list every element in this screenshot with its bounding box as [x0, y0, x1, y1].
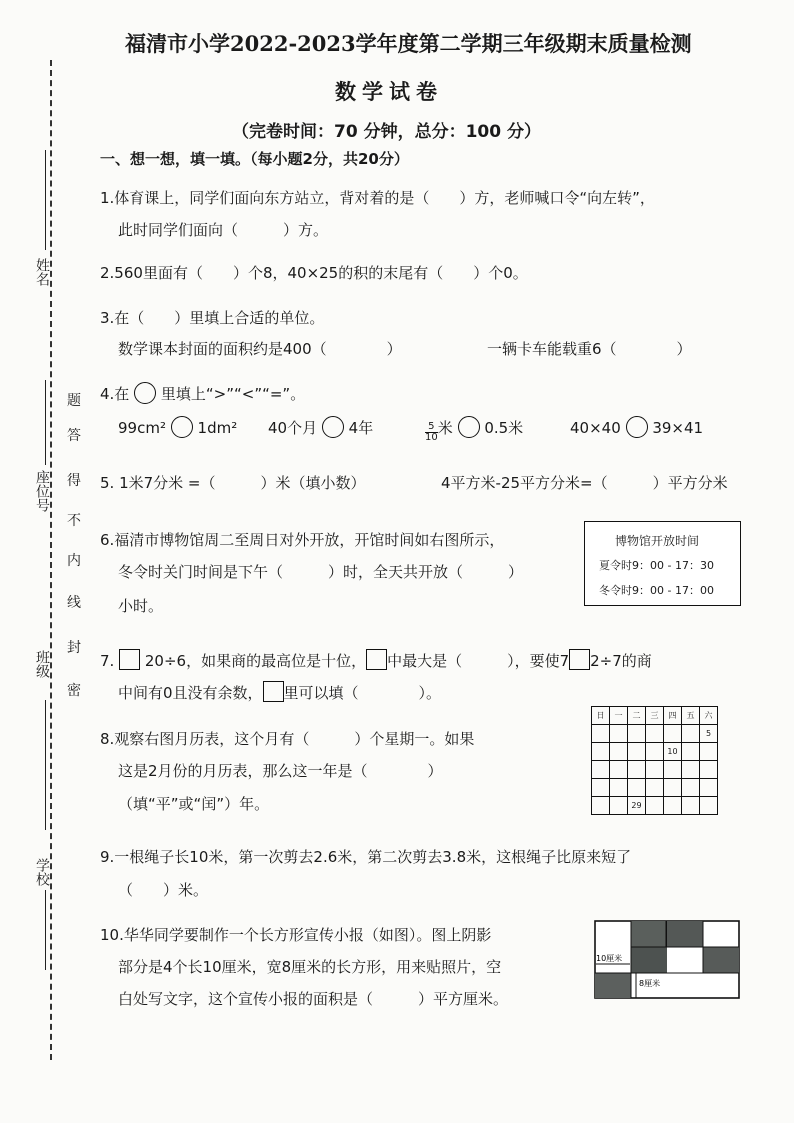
- blank-square[interactable]: [119, 649, 140, 670]
- compare-circle-icon[interactable]: [626, 416, 648, 438]
- q4-intro-b: 里填上“>”“<”“=”。: [160, 385, 306, 403]
- q1-line1: 1.体育课上，同学们面向东方站立，背对着的是（ ）方，老师喊口令“向左转”，: [100, 189, 655, 207]
- q9-line2: （ ）米。: [118, 881, 209, 899]
- q7-line2: 中间有0且没有余数， 里可以填（ ）。: [118, 681, 441, 703]
- blank-square[interactable]: [569, 649, 590, 670]
- q10-line3: 白处写文字，这个宣传小报的面积是（ ）平方厘米。: [118, 990, 509, 1008]
- name-underline: [45, 150, 46, 250]
- q5-left: 5. 1米7分米 =（ ）米（填小数）: [100, 474, 366, 492]
- summer-hours: 夏令时9：00 - 17：30: [599, 559, 714, 572]
- name-label: 姓名: [34, 258, 50, 286]
- calendar-row: 10: [592, 743, 718, 761]
- q7-line1: 7. 20÷6，如果商的最高位是十位， 中最大是（ ），要使7 2÷7的商: [100, 649, 652, 671]
- q8-line1: 8.观察右图月历表，这个月有（ ）个星期一。如果: [100, 730, 475, 748]
- seal-char: 内: [67, 553, 81, 569]
- calendar-row: 29: [592, 797, 718, 815]
- compare-circle-icon[interactable]: [322, 416, 344, 438]
- q3-right: 一辆卡车能载重6（ ）: [487, 340, 692, 358]
- exam-info: （完卷时间：70 分钟，总分：100 分）: [232, 122, 541, 142]
- q4-compare-1: 99cm² 1dm²: [118, 416, 237, 438]
- calendar-row: [592, 761, 718, 779]
- seal-char: 线: [67, 595, 81, 611]
- seal-char: 得: [67, 473, 81, 489]
- seal-char: 不: [67, 513, 81, 529]
- length-label: 10厘米: [596, 954, 623, 963]
- q4-intro-a: 4.在: [100, 385, 130, 403]
- photo-rect: [667, 921, 703, 947]
- q1-line2: 此时同学们面向（ ）方。: [118, 221, 329, 239]
- q8-line2: 这是2月份的月历表，那么这一年是（ ）: [118, 762, 443, 780]
- q4-compare-3: $\frac{5}{10}$ 米 0.5米: [425, 416, 523, 443]
- q6-line3: 小时。: [118, 597, 164, 615]
- photo-rect: [631, 921, 667, 947]
- q9-line1: 9.一根绳子长10米，第一次剪去2.6米，第二次剪去3.8米，这根绳子比原来短了: [100, 848, 632, 866]
- seat-underline: [45, 380, 46, 465]
- q6-line1: 6.福清市博物馆周二至周日对外开放，开馆时间如右图所示，: [100, 531, 505, 549]
- q4-compare-2: 40个月 4年: [268, 416, 373, 438]
- class-underline: [45, 700, 46, 830]
- q2-line1: 2.560里面有（ ）个8，40×25的积的末尾有（ ）个0。: [100, 264, 528, 282]
- q5-right: 4平方米-25平方分米=（ ）平方分米: [441, 474, 728, 492]
- calendar-row: 5: [592, 725, 718, 743]
- class-label: 班级: [34, 650, 50, 678]
- seal-char: 题: [67, 393, 81, 409]
- q10-line2: 部分是4个长10厘米，宽8厘米的长方形，用来贴照片，空: [118, 958, 502, 976]
- poster-diagram: [594, 920, 740, 1000]
- binding-dashed-line: [50, 60, 52, 1060]
- photo-rect: [703, 947, 739, 973]
- museum-hours-title: 博物馆开放时间: [615, 534, 700, 548]
- compare-circle-icon[interactable]: [458, 416, 480, 438]
- q10-line1: 10.华华同学要制作一个长方形宣传小报（如图）。图上阴影: [100, 926, 492, 944]
- calendar-table: [591, 706, 718, 815]
- seal-char: 封: [67, 640, 81, 656]
- exam-subtitle: 数学试卷: [335, 80, 443, 104]
- q4-intro: [100, 382, 305, 404]
- photo-rect: [631, 947, 667, 973]
- photo-rect: [595, 973, 631, 998]
- width-label: 8厘米: [639, 979, 661, 988]
- compare-circle-icon: [134, 382, 156, 404]
- section-heading: 一、想一想，填一填。（每小题2分，共20分）: [100, 150, 409, 168]
- winter-hours: 冬令时9：00 - 17：00: [599, 584, 714, 597]
- q8-line3: （填“平”或“闰”）年。: [118, 795, 270, 813]
- museum-hours-box: [584, 521, 741, 606]
- seal-char: 答: [67, 428, 81, 444]
- blank-square[interactable]: [263, 681, 284, 702]
- q6-line2: 冬令时关门时间是下午（ ）时，全天共开放（ ）: [118, 563, 524, 581]
- blank-square[interactable]: [366, 649, 387, 670]
- exam-title: 福清市小学2022-2023学年度第二学期三年级期末质量检测: [125, 31, 692, 56]
- q3-line1: 3.在（ ）里填上合适的单位。: [100, 309, 325, 327]
- compare-circle-icon[interactable]: [171, 416, 193, 438]
- q3-left: 数学课本封面的面积约是400（ ）: [118, 340, 402, 358]
- school-label: 学校: [34, 858, 50, 886]
- school-underline: [45, 890, 46, 970]
- seal-char: 密: [67, 683, 81, 699]
- calendar-row: [592, 779, 718, 797]
- fraction: $\frac{5}{10}$: [425, 421, 438, 443]
- calendar-header-row: 日 一 二 三 四 五 六: [592, 707, 718, 725]
- seat-label: 座位号: [34, 470, 50, 512]
- q4-compare-4: 40×40 39×41: [570, 416, 703, 438]
